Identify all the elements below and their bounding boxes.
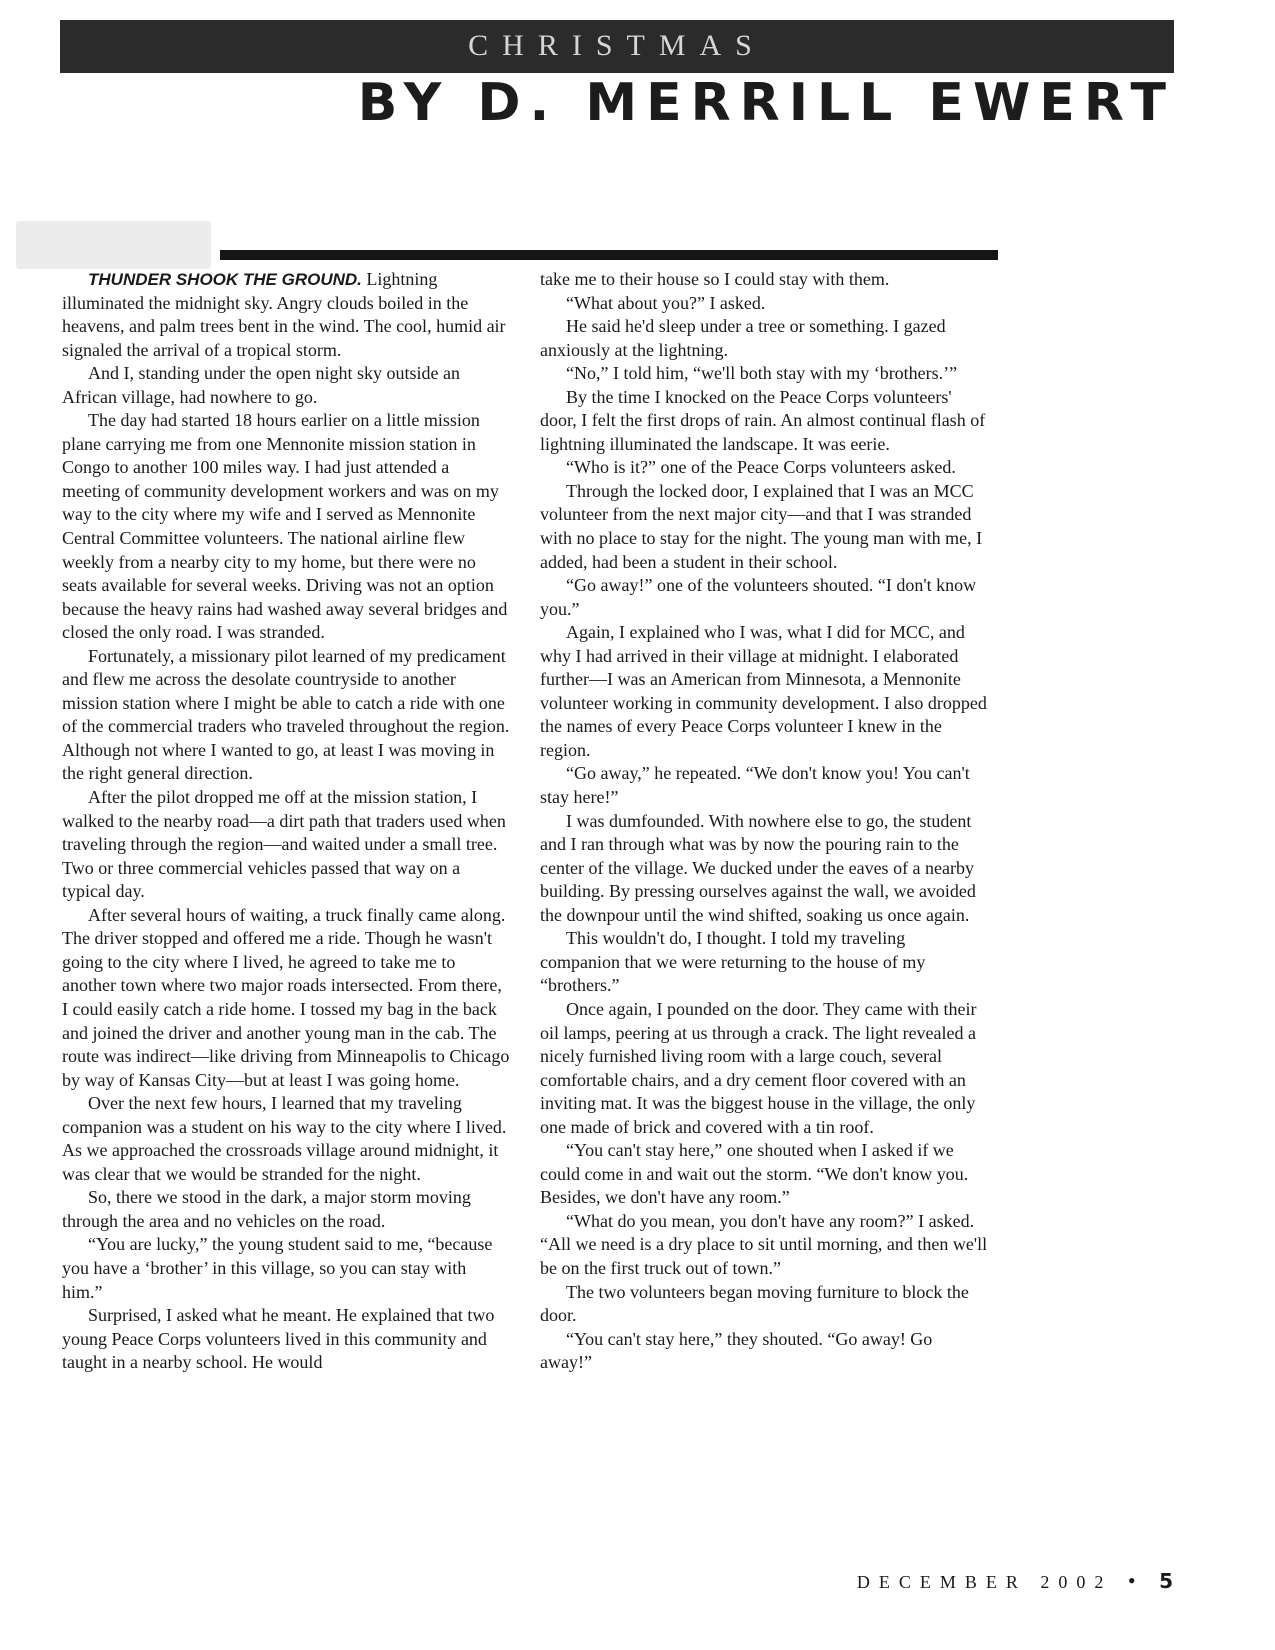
paragraph: “What about you?” I asked. [566,292,766,313]
paragraph: And I, standing under the open night sky outside an African village, had nowhere to go. [62,363,460,407]
paragraph-text: Lightning illuminated the midnight sky. Angry clouds boiled in the heavens, and palm trees bent in the wind. The cool, humid air signaled the arrival of a tropical storm. [62,269,506,360]
paragraph: “You can't stay here,” one shouted when I asked if we could come in and wait out the storm. “We don't know you. Besides, we don't have any room.” [540,1140,969,1208]
bullet-separator: • [1127,1568,1136,1593]
lead-paragraph [62,268,510,362]
paragraph: By the time I knocked on the Peace Corps volunteers' door, I felt the first drops of rain. An almost continual flash of lightning illuminated the landscape. It was eerie. [540,386,986,454]
paragraph: Surprised, I asked what he meant. He explained that two young Peace Corps volunteers lived in this community and taught in a nearby school. He would [62,1305,495,1373]
paragraph: “Go away!” one of the volunteers shouted. “I don't know you.” [540,575,977,619]
paragraph: This wouldn't do, I thought. I told my traveling companion that we were returning to the house of my “brothers.” [540,928,926,996]
section-label: CHRISTMAS [468,29,766,62]
paragraph: “Who is it?” one of the Peace Corps volunteers asked. [566,457,956,478]
paragraph: Through the locked door, I explained that I was an MCC volunteer from the next major city—and that I was stranded with no place to stay for the night. The young man with me, I added, had been a student in their school. [540,480,983,572]
issue-date: DECEMBER 2002 [856,1572,1113,1592]
paragraph: After several hours of waiting, a truck finally came along. The driver stopped and offered me a ride. Though he wasn't going to the city where I lived, he agreed to take me to another town where two major roads intersected. From there, I could easily catch a ride home. I tossed my bag in the back and joined the driver and another young man in the cab. The route was indirect—like driving from Minneapolis to Chicago by way of Kansas City—but at least I was going home. [62,904,510,1090]
paragraph: “What do you mean, you don't have any room?” I asked. “All we need is a dry place to sit until morning, and then we'll be on the first truck out of town.” [540,1210,988,1278]
paragraph: He said he'd sleep under a tree or something. I gazed anxiously at the lightning. [540,316,946,360]
decorative-smudge [16,221,211,269]
paragraph: Over the next few hours, I learned that my traveling companion was a student on his way to the city where I lived. As we approached the crossroads village around midnight, it was clear that we would be stranded for the night. [62,1093,507,1184]
paragraph: I was dumfounded. With nowhere else to go, the student and I ran through what was by now the pouring rain to the center of the village. We ducked under the eaves of a nearby building. By pressing ourselves against the wall, we avoided the downpour until the wind shifted, soaking us once again. [540,810,976,925]
paragraph: Once again, I pounded on the door. They came with their oil lamps, peering at us through a crack. The light revealed a nicely furnished living room with a large couch, several comfortable chairs, and a dry cement floor covered with an inviting mat. It was the biggest house in the village, the only one made of brick and covered with a tin roof. [540,998,977,1137]
paragraph: The day had started 18 hours earlier on a little mission plane carrying me from one Mennonite mission station in Congo to another 100 miles way. I had just attended a meeting of community development workers and was on my way to the city where my wife and I served as Mennonite Central Committee volunteers. The national airline flew weekly from a nearby city to my home, but there were no seats available for several weeks. Driving was not an option because the heavy rains had washed away several bridges and closed the only road. I was stranded. [62,410,508,643]
paragraph-continuation: take me to their house so I could stay with them. [540,269,890,289]
article-column-right [540,268,988,1375]
paragraph: “No,” I told him, “we'll both stay with my ‘brothers.’” [566,363,958,384]
page-number: 5 [1159,1569,1173,1593]
article-column-left [62,268,510,1375]
paragraph: “Go away,” he repeated. “We don't know you! You can't stay here!” [540,763,970,808]
paragraph: So, there we stood in the dark, a major storm moving through the area and no vehicles on the road. [62,1187,471,1231]
page-footer [857,1568,1173,1594]
paragraph: The two volunteers began moving furniture to block the door. [540,1281,969,1326]
author-byline: BY D. MERRILL EWERT [357,73,1175,133]
paragraph: Again, I explained who I was, what I did for MCC, and why I had arrived in their village at midnight. I elaborated further—I was an American from Minnesota, a Mennonite volunteer working in community development. I also dropped the names of every Peace Corps volunteer I knew in the region. [540,622,987,760]
paragraph: “You are lucky,” the young student said to me, “because you have a ‘brother’ in this village, so you can stay with him.” [62,1234,493,1302]
lead-in: THUNDER SHOOK THE GROUND. [88,270,362,289]
paragraph: Fortunately, a missionary pilot learned of my predicament and flew me across the desolate countryside to another mission station where I might be able to catch a ride with one of the commercial traders who traveled throughout the region. Although not where I wanted to go, at least I was moving in the right general direction. [62,645,510,784]
horizontal-rule [220,250,998,260]
paragraph: “You can't stay here,” they shouted. “Go away! Go away!” [540,1328,933,1373]
paragraph: After the pilot dropped me off at the mission station, I walked to the nearby road—a dirt path that traders used when traveling through the region—and waited under a small tree. Two or three commercial vehicles passed that way on a typical day. [62,787,506,902]
